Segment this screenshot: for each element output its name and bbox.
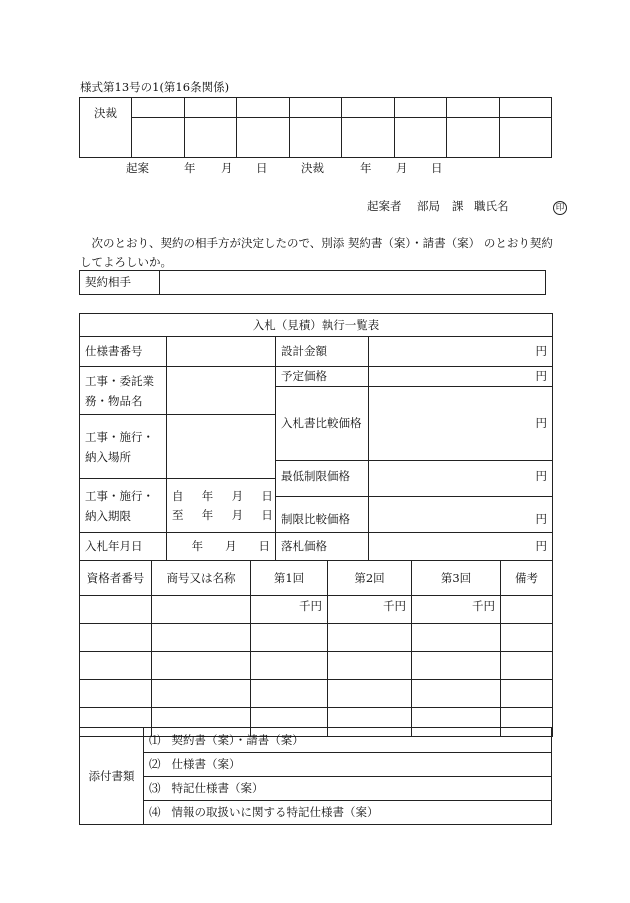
- bid-table-title: 入札（見積）執行一覧表: [80, 314, 553, 337]
- kian-year: 年: [184, 161, 196, 175]
- partner-table: [79, 270, 546, 295]
- approval-cell[interactable]: [132, 118, 185, 158]
- approval-cell[interactable]: [289, 118, 342, 158]
- place-value[interactable]: [167, 415, 276, 479]
- min-limit-price-value[interactable]: 円: [369, 461, 553, 497]
- unit-round-2[interactable]: 千円: [328, 596, 412, 624]
- table-cell[interactable]: [80, 680, 152, 708]
- design-amount-value[interactable]: 円: [369, 337, 553, 367]
- approval-label: 決裁: [80, 98, 132, 158]
- attachment-item: ⑷ 情報の取扱いに関する特記仕様書（案）: [144, 801, 552, 825]
- approval-cell[interactable]: [132, 98, 185, 118]
- subject-value[interactable]: [167, 367, 276, 415]
- col-header-company: 商号又は名称: [152, 561, 251, 596]
- approval-cell[interactable]: [499, 98, 552, 118]
- bid-table: [79, 313, 553, 737]
- partner-label: 契約相手: [80, 271, 160, 295]
- kessai-year: 年: [360, 161, 372, 175]
- approval-cell[interactable]: [447, 98, 500, 118]
- table-cell[interactable]: [251, 652, 328, 680]
- drafter-bukyoku: 部局: [417, 199, 440, 213]
- table-cell[interactable]: [152, 596, 251, 624]
- col-header-qualification-no: 資格者番号: [80, 561, 152, 596]
- drafter-ka: 課: [452, 199, 464, 213]
- table-row: [80, 624, 553, 652]
- unit-round-1[interactable]: 千円: [251, 596, 328, 624]
- kessai-day: 日: [431, 161, 443, 175]
- attachment-item: ⑴ 契約書（案）・請書（案）: [144, 728, 552, 753]
- approval-cell[interactable]: [184, 98, 237, 118]
- col-header-round-3: 第3回: [412, 561, 501, 596]
- approval-cell[interactable]: [289, 98, 342, 118]
- planned-price-label: 予定価格: [276, 367, 369, 387]
- table-cell[interactable]: [80, 624, 152, 652]
- form-title: 様式第13号の1(第16条関係): [80, 80, 230, 94]
- planned-price-value[interactable]: 円: [369, 367, 553, 387]
- bid-date-label: 入札年月日: [80, 533, 167, 561]
- subject-label: 工事・委託業務・物品名: [80, 367, 167, 415]
- col-header-remarks: 備考: [501, 561, 553, 596]
- kian-day: 日: [256, 161, 268, 175]
- table-cell[interactable]: [251, 624, 328, 652]
- kessai-date-label: 決裁: [301, 161, 324, 175]
- period-to: 至: [172, 507, 184, 522]
- bid-compare-price-label: 入札書比較価格: [276, 387, 369, 461]
- bid-compare-price-value[interactable]: 円: [369, 387, 553, 461]
- table-cell[interactable]: [501, 680, 553, 708]
- limit-compare-price-value[interactable]: 円: [369, 497, 553, 533]
- bid-date-value[interactable]: 年 月 日: [167, 533, 276, 561]
- seal-icon: 印: [553, 199, 567, 215]
- partner-value[interactable]: [160, 271, 546, 295]
- table-cell[interactable]: [328, 680, 412, 708]
- table-cell[interactable]: [328, 624, 412, 652]
- award-price-value[interactable]: 円: [369, 533, 553, 561]
- approval-cell[interactable]: [394, 98, 447, 118]
- table-cell[interactable]: [328, 652, 412, 680]
- table-cell[interactable]: [501, 624, 553, 652]
- design-amount-label: 設計金額: [276, 337, 369, 367]
- period-value[interactable]: 自 年 月 日 至 年 月 日: [167, 479, 276, 533]
- kian-date-label: 起案: [126, 161, 149, 175]
- limit-compare-price-label: 制限比較価格: [276, 497, 369, 533]
- drafter-label: 起案者: [367, 199, 402, 213]
- attachments-table: [79, 727, 552, 825]
- table-row: [80, 680, 553, 708]
- attachment-item: ⑵ 仕様書（案）: [144, 753, 552, 777]
- approval-cell[interactable]: [447, 118, 500, 158]
- place-label: 工事・施行・納入場所: [80, 415, 167, 479]
- table-cell[interactable]: [412, 624, 501, 652]
- table-cell[interactable]: [251, 680, 328, 708]
- attachment-item: ⑶ 特記仕様書（案）: [144, 777, 552, 801]
- table-cell[interactable]: [501, 596, 553, 624]
- approval-cell[interactable]: [237, 118, 290, 158]
- approval-cell[interactable]: [342, 98, 395, 118]
- table-cell[interactable]: [412, 680, 501, 708]
- table-row: [80, 596, 553, 624]
- approval-cell[interactable]: [394, 118, 447, 158]
- col-header-round-1: 第1回: [251, 561, 328, 596]
- kessai-month: 月: [396, 161, 408, 175]
- min-limit-price-label: 最低制限価格: [276, 461, 369, 497]
- approval-cell[interactable]: [184, 118, 237, 158]
- kian-month: 月: [221, 161, 233, 175]
- period-from: 自: [172, 488, 184, 503]
- request-text: 次のとおり、契約の相手方が決定したので、別添 契約書（案）・請書（案） のとおり契約してよろしいか。: [80, 236, 553, 269]
- approval-cell[interactable]: [499, 118, 552, 158]
- approval-cell[interactable]: [237, 98, 290, 118]
- approval-cell[interactable]: [342, 118, 395, 158]
- period-label: 工事・施行・納入期限: [80, 479, 167, 533]
- spec-no-value[interactable]: [167, 337, 276, 367]
- table-cell[interactable]: [412, 652, 501, 680]
- table-cell[interactable]: [152, 624, 251, 652]
- table-cell[interactable]: [152, 680, 251, 708]
- award-price-label: 落札価格: [276, 533, 369, 561]
- table-row: [80, 652, 553, 680]
- table-cell[interactable]: [80, 652, 152, 680]
- attachments-label: 添付書類: [80, 728, 144, 825]
- table-cell[interactable]: [152, 652, 251, 680]
- col-header-round-2: 第2回: [328, 561, 412, 596]
- unit-round-3[interactable]: 千円: [412, 596, 501, 624]
- table-cell[interactable]: [80, 596, 152, 624]
- drafter-shokushimei: 職氏名: [474, 199, 509, 213]
- approval-table: [79, 97, 552, 158]
- spec-no-label: 仕様書番号: [80, 337, 167, 367]
- table-cell[interactable]: [501, 652, 553, 680]
